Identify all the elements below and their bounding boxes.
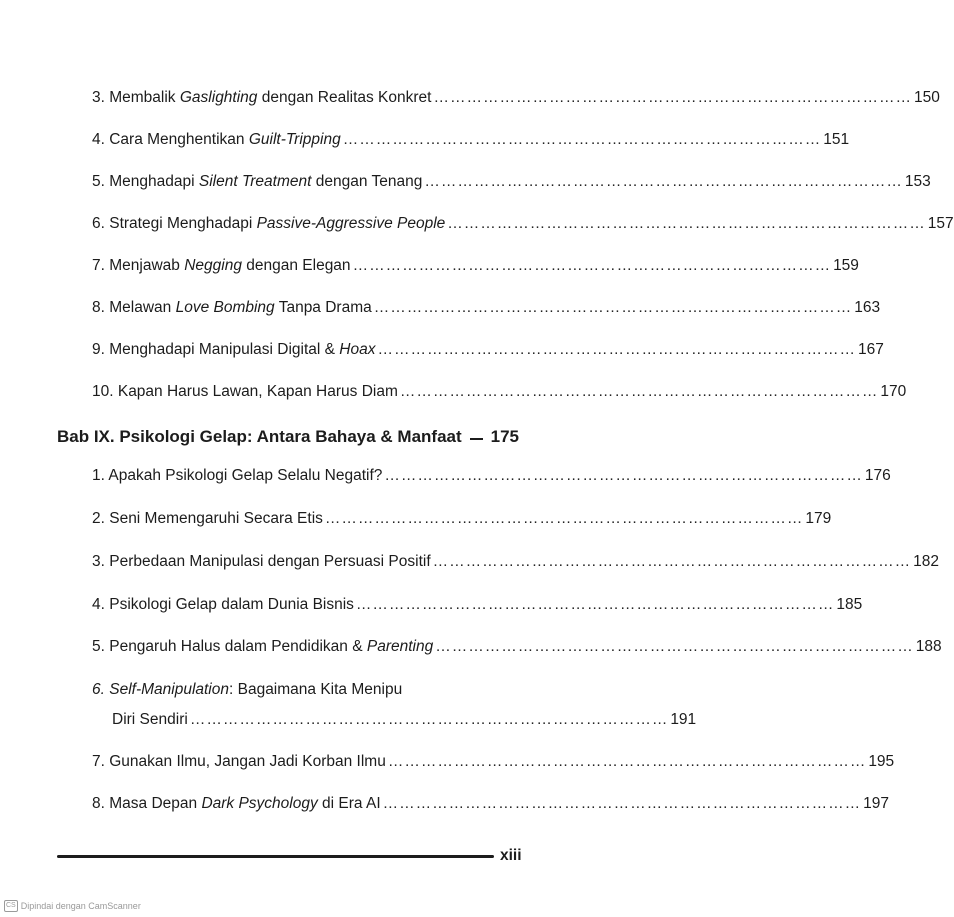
toc-entry-page: 159	[833, 257, 859, 274]
toc-entry-page: 150	[913, 89, 940, 106]
chapter-page: 175	[490, 427, 519, 446]
leader-dots: ……………………………………………………………………………	[352, 257, 832, 274]
toc-entry-title: 7. Gunakan Ilmu, Jangan Jadi Korban Ilmu	[92, 753, 386, 770]
toc-entry-title: 2. Seni Memengaruhi Secara Etis	[92, 510, 323, 527]
toc-entry	[92, 130, 850, 150]
toc-entry	[92, 752, 895, 772]
toc-entry-title: 7. Menjawab Negging dengan Elegan	[92, 257, 351, 274]
leader-dots: ……………………………………………………………………………	[355, 596, 835, 613]
toc-entry	[92, 340, 884, 360]
toc-entry-title: Diri Sendiri	[112, 711, 188, 728]
toc-entry	[92, 214, 954, 234]
camscanner-logo-icon: CS	[4, 900, 18, 912]
toc-entry	[92, 88, 940, 108]
leader-dots: ……………………………………………………………………………	[189, 711, 669, 728]
toc-entry	[92, 466, 891, 486]
toc-entry	[92, 172, 931, 192]
toc-entry-title: 3. Membalik Gaslighting dengan Realitas Konkret	[92, 89, 432, 106]
leader-dots: ……………………………………………………………………………	[435, 638, 914, 655]
toc-entry-page: 151	[823, 131, 850, 148]
toc-entry	[92, 637, 942, 657]
toc-entry-title: 4. Psikologi Gelap dalam Dunia Bisnis	[92, 596, 354, 613]
leader-dots: ……………………………………………………………………………	[387, 753, 867, 770]
leader-dots: ……………………………………………………………………………	[377, 341, 856, 358]
toc-entry-title: 4. Cara Menghentikan Guilt-Tripping	[92, 131, 341, 148]
toc-entry	[92, 595, 863, 615]
leader-dots: ……………………………………………………………………………	[373, 299, 853, 316]
leader-dots: ……………………………………………………………………………	[384, 467, 863, 484]
toc-entry	[92, 509, 832, 529]
toc-entry-title: 8. Masa Depan Dark Psychology di Era AI	[92, 795, 381, 812]
watermark-text: Dipindai dengan CamScanner	[20, 901, 141, 911]
leader-dots: ……………………………………………………………………………	[399, 383, 879, 400]
leader-dots: ……………………………………………………………………………	[424, 173, 903, 190]
toc-entry-6-line2	[112, 710, 697, 730]
leader-dots: ……………………………………………………………………………	[342, 131, 822, 148]
leader-dots: ……………………………………………………………………………	[432, 553, 912, 570]
toc-entry	[92, 552, 940, 572]
chapter-leader-rule	[470, 438, 483, 440]
toc-entry-title: 9. Menghadapi Manipulasi Digital & Hoax	[92, 341, 376, 358]
toc-entry-6-line1: 6. Self-Manipulation: Bagaimana Kita Menipu	[92, 681, 403, 698]
chapter-title: Bab IX. Psikologi Gelap: Antara Bahaya & Manfaat	[57, 427, 462, 446]
toc-entry-page: 188	[915, 638, 942, 655]
leader-dots: ……………………………………………………………………………	[324, 510, 804, 527]
toc-entry-page: 195	[868, 753, 895, 770]
toc-entry-page: 185	[836, 596, 863, 613]
toc-entry-page: 197	[863, 795, 890, 812]
leader-dots: ……………………………………………………………………………	[433, 89, 912, 106]
toc-entry	[92, 382, 907, 402]
toc-entry-title: 8. Melawan Love Bombing Tanpa Drama	[92, 299, 372, 316]
footer-rule	[57, 855, 494, 858]
toc-entry-title: 10. Kapan Harus Lawan, Kapan Harus Diam	[92, 383, 398, 400]
toc-entry	[92, 298, 881, 318]
leader-dots: ……………………………………………………………………………	[382, 795, 862, 812]
toc-entry-title: 5. Pengaruh Halus dalam Pendidikan & Parenting	[92, 638, 434, 655]
scanner-watermark	[4, 900, 141, 912]
toc-entry-page: 157	[927, 215, 954, 232]
toc-entry-title: 6. Strategi Menghadapi Passive-Aggressive People	[92, 215, 446, 232]
toc-entry-page: 191	[670, 711, 697, 728]
toc-entry-page: 176	[864, 467, 891, 484]
toc-entry-title: 1. Apakah Psikologi Gelap Selalu Negatif?	[92, 467, 383, 484]
toc-entry-page: 167	[857, 341, 884, 358]
toc-entry-page: 163	[854, 299, 881, 316]
toc-entry-page: 170	[880, 383, 907, 400]
page-number: xiii	[500, 847, 522, 864]
leader-dots: ……………………………………………………………………………	[447, 215, 926, 232]
toc-entry-title: 5. Menghadapi Silent Treatment dengan Tenang	[92, 173, 423, 190]
toc-entry-page: 153	[904, 173, 931, 190]
toc-entry	[92, 256, 859, 276]
toc-entry-title: 3. Perbedaan Manipulasi dengan Persuasi Positif	[92, 553, 431, 570]
toc-entry	[92, 794, 890, 814]
toc-entry-page: 179	[805, 510, 832, 527]
toc-entry-page: 182	[913, 553, 940, 570]
chapter-heading	[57, 426, 519, 448]
